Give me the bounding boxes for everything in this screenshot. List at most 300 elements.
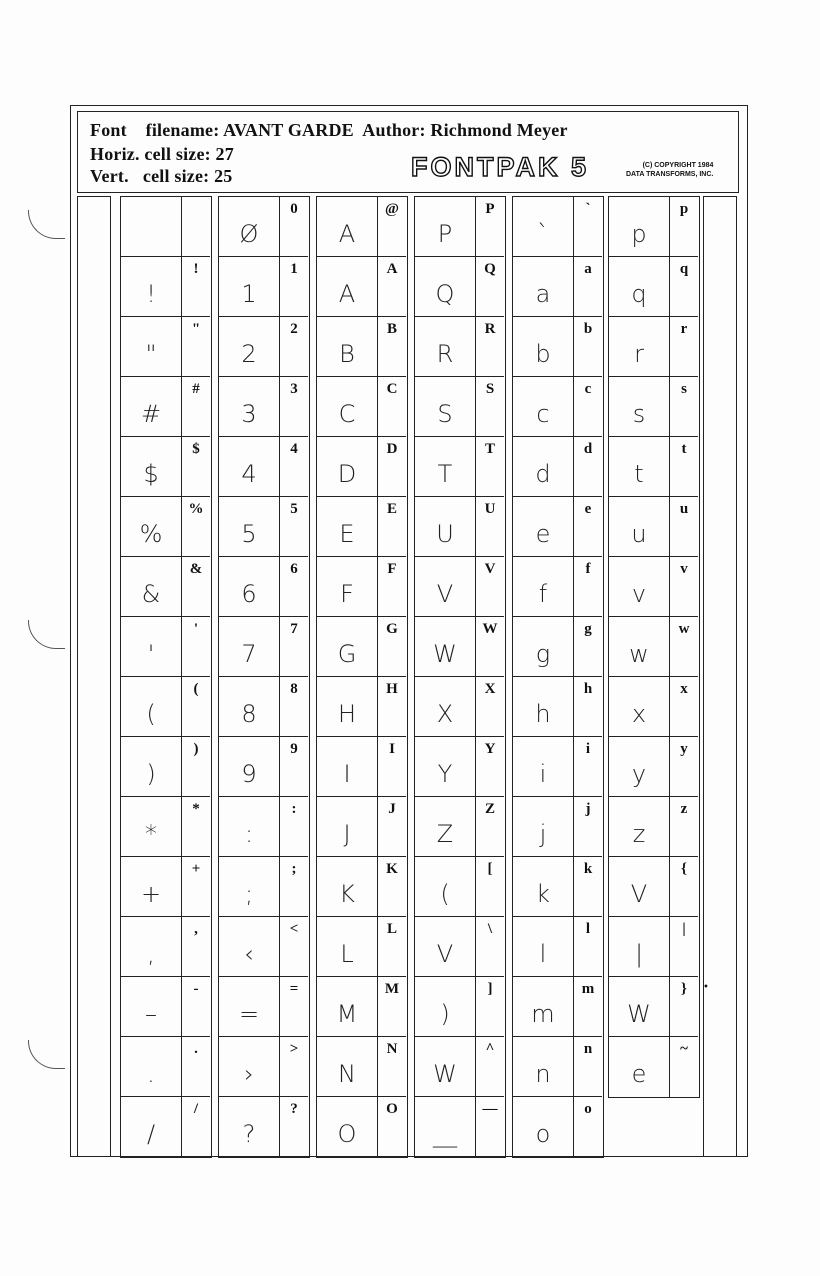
glyph-cell <box>121 497 210 557</box>
reference-glyph: p <box>669 197 698 257</box>
avant-garde-glyph: H <box>337 699 357 728</box>
avant-garde-glyph: ‹ <box>244 939 254 968</box>
filename-label: filename: <box>145 120 220 140</box>
reference-glyph: ' <box>181 617 210 677</box>
reference-glyph: * <box>181 797 210 857</box>
glyph-cell <box>415 977 504 1037</box>
glyph-cell <box>121 557 210 617</box>
glyph-cell <box>513 377 602 437</box>
avant-garde-glyph: 9 <box>241 759 257 788</box>
avant-garde-glyph: – <box>145 999 157 1028</box>
avant-garde-glyph: j <box>539 819 547 848</box>
avant-garde-glyph: 6 <box>241 579 257 608</box>
glyph-cell <box>317 317 406 377</box>
glyph-cell <box>609 977 698 1037</box>
avant-garde-glyph: u <box>631 519 647 548</box>
glyph-cell <box>219 317 308 377</box>
reference-glyph: . <box>181 1037 210 1097</box>
glyph-cell <box>121 857 210 917</box>
glyph-cell <box>609 497 698 557</box>
reference-glyph: N <box>377 1037 406 1097</box>
avant-garde-glyph: + <box>140 879 162 908</box>
glyph-cell <box>513 497 602 557</box>
glyph-cell <box>317 917 406 977</box>
glyph-cell <box>121 797 210 857</box>
reference-glyph: [ <box>475 857 504 917</box>
avant-garde-glyph: | <box>634 939 644 968</box>
avant-garde-glyph: M <box>336 999 358 1028</box>
avant-garde-glyph: i <box>539 759 547 788</box>
avant-garde-glyph: / <box>146 1120 156 1148</box>
avant-garde-glyph: ( <box>440 879 450 908</box>
glyph-cell <box>513 797 602 857</box>
avant-garde-glyph: A <box>338 279 356 308</box>
glyph-cell <box>219 977 308 1037</box>
glyph-cell <box>415 317 504 377</box>
reference-glyph: h <box>573 677 602 737</box>
reference-glyph: @ <box>377 197 406 257</box>
avant-garde-glyph: C <box>338 399 356 428</box>
glyph-cell <box>219 1097 308 1157</box>
avant-garde-glyph: q <box>631 279 647 308</box>
avant-garde-glyph: e <box>535 519 551 548</box>
avant-garde-glyph: b <box>535 339 551 368</box>
glyph-cell <box>219 857 308 917</box>
reference-glyph: d <box>573 437 602 497</box>
reference-glyph: I <box>377 737 406 797</box>
glyph-cell <box>513 1037 602 1097</box>
horiz-value: 27 <box>215 144 234 164</box>
reference-glyph: 6 <box>279 557 308 617</box>
brand-logo: FONTPAK 5 <box>411 152 590 182</box>
reference-glyph: 3 <box>279 377 308 437</box>
reference-glyph: ; <box>279 857 308 917</box>
glyph-cell <box>415 617 504 677</box>
glyph-cell <box>513 257 602 317</box>
reference-glyph: M <box>377 977 406 1037</box>
glyph-cell <box>513 317 602 377</box>
avant-garde-glyph: = <box>238 999 260 1028</box>
reference-glyph: B <box>377 317 406 377</box>
avant-garde-glyph: Q <box>435 279 455 308</box>
glyph-cell <box>415 677 504 737</box>
glyph-cell <box>609 797 698 857</box>
glyph-cell <box>121 257 210 317</box>
reference-glyph: W <box>475 617 504 677</box>
copyright-notice <box>626 161 713 179</box>
avant-garde-glyph: 5 <box>241 519 257 548</box>
reference-glyph: a <box>573 257 602 317</box>
avant-garde-glyph: d <box>535 459 551 488</box>
avant-garde-glyph: ; <box>244 879 254 908</box>
right-margin-strip <box>703 196 737 1156</box>
glyph-cell <box>513 1097 602 1157</box>
avant-garde-glyph: n <box>535 1059 551 1088</box>
reference-glyph: K <box>377 857 406 917</box>
reference-glyph: ] <box>475 977 504 1037</box>
reference-glyph: G <box>377 617 406 677</box>
avant-garde-glyph: V <box>436 939 454 968</box>
glyph-cell <box>513 917 602 977</box>
stray-mark: • <box>703 982 709 993</box>
glyph-cell <box>219 917 308 977</box>
glyph-cell <box>317 377 406 437</box>
glyph-cell <box>121 677 210 737</box>
reference-glyph: J <box>377 797 406 857</box>
avant-garde-glyph: F <box>340 579 354 608</box>
glyph-cell <box>609 257 698 317</box>
reference-glyph: i <box>573 737 602 797</box>
reference-glyph: ` <box>573 197 602 257</box>
avant-garde-glyph: L <box>340 939 354 968</box>
avant-garde-glyph: l <box>539 939 547 968</box>
avant-garde-glyph: " <box>145 339 157 368</box>
glyph-cell <box>415 197 504 257</box>
glyph-cell <box>219 1037 308 1097</box>
reference-glyph: Q <box>475 257 504 317</box>
glyph-cell <box>513 677 602 737</box>
glyph-cell <box>317 437 406 497</box>
avant-garde-glyph: W <box>627 999 651 1028</box>
avant-garde-glyph <box>121 197 181 256</box>
glyph-cell <box>609 317 698 377</box>
glyph-column <box>512 196 604 1158</box>
avant-garde-glyph: 7 <box>241 639 257 668</box>
reference-glyph: e <box>573 497 602 557</box>
font-info-header <box>77 111 739 193</box>
reference-glyph: 7 <box>279 617 308 677</box>
avant-garde-glyph: 4 <box>241 459 257 488</box>
reference-glyph: c <box>573 377 602 437</box>
filename-line <box>90 120 568 141</box>
avant-garde-glyph: ! <box>146 279 156 308</box>
glyph-cell <box>609 1037 698 1097</box>
reference-glyph: ! <box>181 257 210 317</box>
glyph-cell <box>317 197 406 257</box>
avant-garde-glyph: ' <box>147 639 155 668</box>
reference-glyph: A <box>377 257 406 317</box>
glyph-cell <box>609 197 698 257</box>
reference-glyph: 9 <box>279 737 308 797</box>
reference-glyph: U <box>475 497 504 557</box>
reference-glyph: r <box>669 317 698 377</box>
vert-line <box>90 166 233 187</box>
font-label: Font <box>90 120 127 140</box>
reference-glyph: D <box>377 437 406 497</box>
reference-glyph: $ <box>181 437 210 497</box>
copyright-line-2: DATA TRANSFORMS, INC. <box>626 171 714 178</box>
glyph-cell <box>415 557 504 617</box>
avant-garde-glyph: . <box>147 1059 155 1088</box>
reference-glyph: 2 <box>279 317 308 377</box>
glyph-cell <box>219 497 308 557</box>
reference-glyph: H <box>377 677 406 737</box>
reference-glyph <box>181 197 210 257</box>
reference-glyph: ( <box>181 677 210 737</box>
avant-garde-glyph: & <box>141 579 161 608</box>
avant-garde-glyph: J <box>343 819 351 848</box>
glyph-column <box>316 196 408 1158</box>
reference-glyph: E <box>377 497 406 557</box>
reference-glyph: z <box>669 797 698 857</box>
avant-garde-glyph: R <box>436 339 454 368</box>
glyph-cell <box>513 557 602 617</box>
glyph-cell <box>317 977 406 1037</box>
glyph-cell <box>121 437 210 497</box>
reference-glyph: 1 <box>279 257 308 317</box>
avant-garde-glyph: g <box>535 639 551 668</box>
glyph-cell <box>609 437 698 497</box>
avant-garde-glyph: Ø <box>239 219 259 248</box>
glyph-cell <box>121 917 210 977</box>
glyph-cell <box>415 437 504 497</box>
glyph-cell <box>317 617 406 677</box>
reference-glyph: l <box>573 917 602 977</box>
reference-glyph: Z <box>475 797 504 857</box>
vert-value: 25 <box>214 166 233 186</box>
glyph-cell <box>609 917 698 977</box>
glyph-cell <box>609 857 698 917</box>
left-margin-strip <box>77 196 111 1156</box>
reference-glyph: / <box>181 1097 210 1157</box>
avant-garde-glyph: t <box>634 459 644 488</box>
glyph-cell <box>219 197 308 257</box>
reference-glyph: { <box>669 857 698 917</box>
reference-glyph: , <box>181 917 210 977</box>
avant-garde-glyph: y <box>631 759 647 788</box>
glyph-cell <box>513 737 602 797</box>
avant-garde-glyph: $ <box>143 459 159 488</box>
avant-garde-glyph: p <box>631 219 647 248</box>
reference-glyph: : <box>279 797 308 857</box>
glyph-cell <box>219 257 308 317</box>
avant-garde-glyph: X <box>436 699 454 728</box>
avant-garde-glyph: V <box>436 579 454 608</box>
punch-hole-top <box>28 210 65 239</box>
reference-glyph: q <box>669 257 698 317</box>
glyph-cell <box>121 377 210 437</box>
reference-glyph: C <box>377 377 406 437</box>
reference-glyph: % <box>181 497 210 557</box>
reference-glyph: t <box>669 437 698 497</box>
avant-garde-glyph: S <box>437 399 453 428</box>
glyph-cell <box>415 917 504 977</box>
glyph-cell <box>513 197 602 257</box>
avant-garde-glyph: P <box>437 219 453 248</box>
glyph-cell <box>415 377 504 437</box>
avant-garde-glyph: W <box>433 639 457 668</box>
avant-garde-glyph: 1 <box>241 279 257 308</box>
reference-glyph: T <box>475 437 504 497</box>
avant-garde-glyph: A <box>338 219 356 248</box>
avant-garde-glyph: T <box>437 459 453 488</box>
copyright-line-1: (C) COPYRIGHT 1984 <box>642 162 714 169</box>
author-label: Author: <box>362 120 426 140</box>
avant-garde-glyph: D <box>337 459 357 488</box>
reference-glyph: w <box>669 617 698 677</box>
punch-hole-bottom <box>28 1040 65 1069</box>
avant-garde-glyph: * <box>145 819 157 848</box>
glyph-cell <box>415 1037 504 1097</box>
avant-garde-glyph: w <box>629 639 649 668</box>
reference-glyph: Y <box>475 737 504 797</box>
reference-glyph: | <box>669 917 698 977</box>
glyph-cell <box>219 557 308 617</box>
glyph-cell <box>415 857 504 917</box>
avant-garde-glyph: m <box>531 999 555 1028</box>
avant-garde-glyph: s <box>632 399 646 428</box>
glyph-cell <box>317 677 406 737</box>
reference-glyph: y <box>669 737 698 797</box>
glyph-cell <box>317 797 406 857</box>
avant-garde-glyph: 3 <box>241 399 257 428</box>
avant-garde-glyph: B <box>339 339 355 368</box>
glyph-cell <box>121 737 210 797</box>
avant-garde-glyph: V <box>630 879 648 908</box>
reference-glyph: m <box>573 977 602 1037</box>
avant-garde-glyph: ) <box>146 759 156 788</box>
glyph-cell <box>415 737 504 797</box>
reference-glyph: — <box>475 1097 504 1157</box>
glyph-cell <box>513 617 602 677</box>
glyph-cell <box>609 377 698 437</box>
reference-glyph: L <box>377 917 406 977</box>
reference-glyph: ~ <box>669 1037 698 1097</box>
reference-glyph: S <box>475 377 504 437</box>
avant-garde-glyph: N <box>338 1059 356 1088</box>
glyph-cell <box>415 497 504 557</box>
glyph-column <box>120 196 212 1158</box>
reference-glyph: o <box>573 1097 602 1157</box>
glyph-cell <box>219 617 308 677</box>
reference-glyph: 8 <box>279 677 308 737</box>
avant-garde-glyph: E <box>339 519 355 548</box>
glyph-cell <box>317 857 406 917</box>
reference-glyph: V <box>475 557 504 617</box>
reference-glyph: ? <box>279 1097 308 1157</box>
horiz-label: Horiz. cell size: <box>90 144 211 164</box>
reference-glyph: g <box>573 617 602 677</box>
avant-garde-glyph: 2 <box>241 339 257 368</box>
reference-glyph: b <box>573 317 602 377</box>
avant-garde-glyph: Z <box>436 819 454 848</box>
avant-garde-glyph: Y <box>437 759 453 788</box>
glyph-column <box>608 196 700 1098</box>
glyph-cell <box>609 677 698 737</box>
avant-garde-glyph: x <box>631 699 647 728</box>
glyph-column <box>414 196 506 1158</box>
avant-garde-glyph: ? <box>242 1120 256 1148</box>
reference-glyph: = <box>279 977 308 1037</box>
punch-hole-middle <box>28 620 65 649</box>
glyph-cell <box>219 437 308 497</box>
avant-garde-glyph: : <box>244 819 254 848</box>
horiz-line <box>90 144 234 165</box>
reference-glyph: v <box>669 557 698 617</box>
reference-glyph: f <box>573 557 602 617</box>
avant-garde-glyph: I <box>343 759 351 788</box>
glyph-cell <box>121 197 210 257</box>
glyph-cell <box>317 737 406 797</box>
glyph-cell <box>121 977 210 1037</box>
glyph-cell <box>513 977 602 1037</box>
avant-garde-glyph: W <box>433 1059 457 1088</box>
avant-garde-glyph: 8 <box>241 699 257 728</box>
avant-garde-glyph: k <box>536 879 550 908</box>
avant-garde-glyph: K <box>339 879 355 908</box>
reference-glyph: + <box>181 857 210 917</box>
avant-garde-glyph: c <box>536 399 550 428</box>
avant-garde-glyph: G <box>337 639 357 668</box>
avant-garde-glyph: f <box>538 579 548 608</box>
reference-glyph: } <box>669 977 698 1037</box>
glyph-column <box>218 196 310 1158</box>
reference-glyph: ^ <box>475 1037 504 1097</box>
reference-glyph: X <box>475 677 504 737</box>
vert-label: Vert. cell size: <box>90 166 210 186</box>
avant-garde-glyph: r <box>634 339 644 368</box>
glyph-cell <box>219 797 308 857</box>
reference-glyph: j <box>573 797 602 857</box>
reference-glyph: R <box>475 317 504 377</box>
reference-glyph: ) <box>181 737 210 797</box>
reference-glyph: < <box>279 917 308 977</box>
glyph-cell <box>415 797 504 857</box>
glyph-cell <box>415 257 504 317</box>
avant-garde-glyph: ) <box>440 999 450 1028</box>
glyph-cell <box>121 1097 210 1157</box>
avant-garde-glyph: , <box>147 939 155 968</box>
avant-garde-glyph: ( <box>146 699 156 728</box>
glyph-cell <box>609 737 698 797</box>
avant-garde-glyph: › <box>244 1059 254 1088</box>
glyph-cell <box>609 557 698 617</box>
avant-garde-glyph: ` <box>537 219 549 248</box>
reference-glyph: s <box>669 377 698 437</box>
avant-garde-glyph: % <box>139 519 163 548</box>
glyph-cell <box>317 257 406 317</box>
filename-value: AVANT GARDE <box>223 120 354 140</box>
glyph-cell <box>121 617 210 677</box>
glyph-cell <box>415 1097 504 1157</box>
reference-glyph: 5 <box>279 497 308 557</box>
reference-glyph: " <box>181 317 210 377</box>
reference-glyph: 4 <box>279 437 308 497</box>
glyph-cell <box>219 677 308 737</box>
reference-glyph: P <box>475 197 504 257</box>
avant-garde-glyph: a <box>535 279 551 308</box>
reference-glyph: \ <box>475 917 504 977</box>
glyph-cell <box>121 317 210 377</box>
reference-glyph: F <box>377 557 406 617</box>
reference-glyph: k <box>573 857 602 917</box>
reference-glyph: 0 <box>279 197 308 257</box>
reference-glyph: u <box>669 497 698 557</box>
glyph-cell <box>513 857 602 917</box>
glyph-cell <box>317 557 406 617</box>
glyph-cell <box>219 377 308 437</box>
avant-garde-glyph: z <box>632 819 646 848</box>
reference-glyph: O <box>377 1097 406 1157</box>
glyph-cell <box>317 1097 406 1157</box>
author-value: Richmond Meyer <box>430 120 568 140</box>
reference-glyph: # <box>181 377 210 437</box>
reference-glyph: n <box>573 1037 602 1097</box>
avant-garde-glyph: h <box>535 699 551 728</box>
reference-glyph: x <box>669 677 698 737</box>
reference-glyph: & <box>181 557 210 617</box>
avant-garde-glyph: v <box>631 579 647 608</box>
